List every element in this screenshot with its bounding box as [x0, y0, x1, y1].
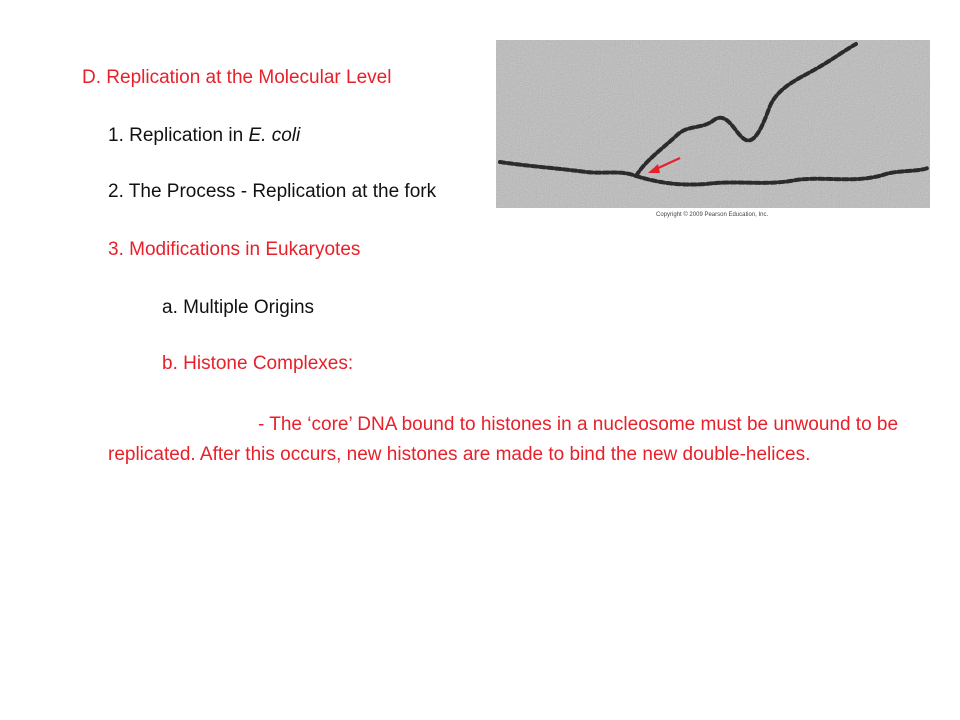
subitem-multiple-origins: a. Multiple Origins	[162, 297, 315, 318]
histone-paragraph: - The ‘core’ DNA bound to histones in a nucleosome must be unwound to be replicated. After this occurs, new histones are made to bind the new double-helices.	[108, 414, 899, 465]
subitem-histone-complexes: b. Histone Complexes:	[162, 353, 354, 374]
figure-caption: Copyright © 2009 Pearson Education, Inc.	[656, 212, 769, 218]
item-modifications-eukaryotes: 3. Modifications in Eukaryotes	[108, 239, 361, 260]
micrograph-image	[496, 40, 930, 208]
item1-italic: E. coli	[248, 125, 301, 146]
item-replication-in-ecoli	[108, 124, 300, 148]
item1-prefix: 1. Replication in	[108, 125, 249, 146]
slide-heading: D. Replication at the Molecular Level	[82, 67, 392, 88]
item-process-at-fork: 2. The Process - Replication at the fork	[108, 181, 437, 202]
electron-micrograph-replication-fork	[496, 40, 930, 208]
